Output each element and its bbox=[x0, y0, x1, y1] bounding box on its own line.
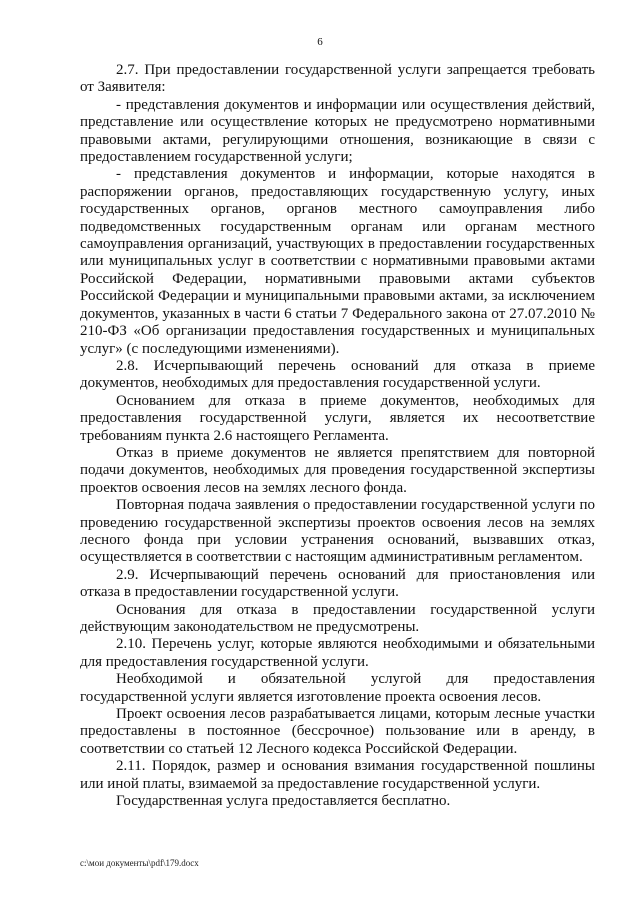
paragraph-2-7: 2.7. При предоставлении государственной услуги запрещается требовать от Заявителя: bbox=[80, 62, 595, 96]
paragraph-2-11: 2.11. Порядок, размер и основания взимания государственной пошлины или иной платы, взимаемой за предоставление государственной услуги. bbox=[80, 758, 595, 792]
paragraph-2-7-item-2: - представления документов и информации, которые находятся в распоряжении органов, предоставляющих государственную услугу, иных государственных органов, органов местного самоуправления либо подведомственных государственным органам или органам местного самоуправления организаций, участвующих в предоставлении государственных или муниципальных услуг в соответствии с нормативными правовыми актами Российской Федерации, нормативными правовыми актами субъектов Российской Федерации и муниципальными правовыми актами, за исключением документов, указанных в части 6 статьи 7 Федерального закона от 27.07.2010 № 210-ФЗ «Об организации предоставления государственных и муниципальных услуг» (с последующими изменениями). bbox=[80, 166, 595, 357]
paragraph-2-8-basis: Основанием для отказа в приеме документов, необходимых для предоставления государственной услуги, является их несоответствие требованиям пункта 2.6 настоящего Регламента. bbox=[80, 392, 595, 444]
paragraph-2-10-required-service: Необходимой и обязательной услугой для предоставления государственной услуги является изготовление проекта освоения лесов. bbox=[80, 671, 595, 705]
paragraph-2-8-resubmission: Отказ в приеме документов не является препятствием для повторной подачи документов, необходимых для проведения государственной экспертизы проектов освоения лесов на землях лесного фонда. bbox=[80, 444, 595, 496]
paragraph-2-9-grounds: Основания для отказа в предоставлении государственной услуги действующим законодательством не предусмотрены. bbox=[80, 601, 595, 635]
footer-file-path: c:\мои документы\pdf\179.docx bbox=[80, 858, 199, 868]
paragraph-2-8: 2.8. Исчерпывающий перечень оснований для отказа в приеме документов, необходимых для предоставления государственной услуги. bbox=[80, 357, 595, 392]
paragraph-2-8-repeat-application: Повторная подача заявления о предоставлении государственной услуги по проведению государственной экспертизы проектов освоения лесов на землях лесного фонда при условии устранения оснований, вызвавших отказ, осуществляется в соответствии с настоящим административным регламентом. bbox=[80, 497, 595, 566]
page-number: 6 bbox=[317, 36, 323, 48]
paragraph-2-10: 2.10. Перечень услуг, которые являются необходимыми и обязательными для предоставления государственной услуги. bbox=[80, 636, 595, 670]
paragraph-2-11-free-of-charge: Государственная услуга предоставляется бесплатно. bbox=[116, 793, 451, 810]
paragraph-2-10-project-development: Проект освоения лесов разрабатывается лицами, которым лесные участки предоставлены в постоянное (бессрочное) пользование или в аренду, в соответствии со статьей 12 Лесного кодекса Российской Федерации. bbox=[80, 706, 595, 757]
paragraph-2-9: 2.9. Исчерпывающий перечень оснований для приостановления или отказа в предоставлении государственной услуги. bbox=[80, 566, 595, 601]
paragraph-2-7-item-1: - представления документов и информации или осуществления действий, представление или осуществление которых не предусмотрено нормативными правовыми актами, регулирующими отношения, возникающие в связи с предоставлением государственной услуги; bbox=[80, 96, 595, 166]
document-body bbox=[80, 62, 595, 810]
